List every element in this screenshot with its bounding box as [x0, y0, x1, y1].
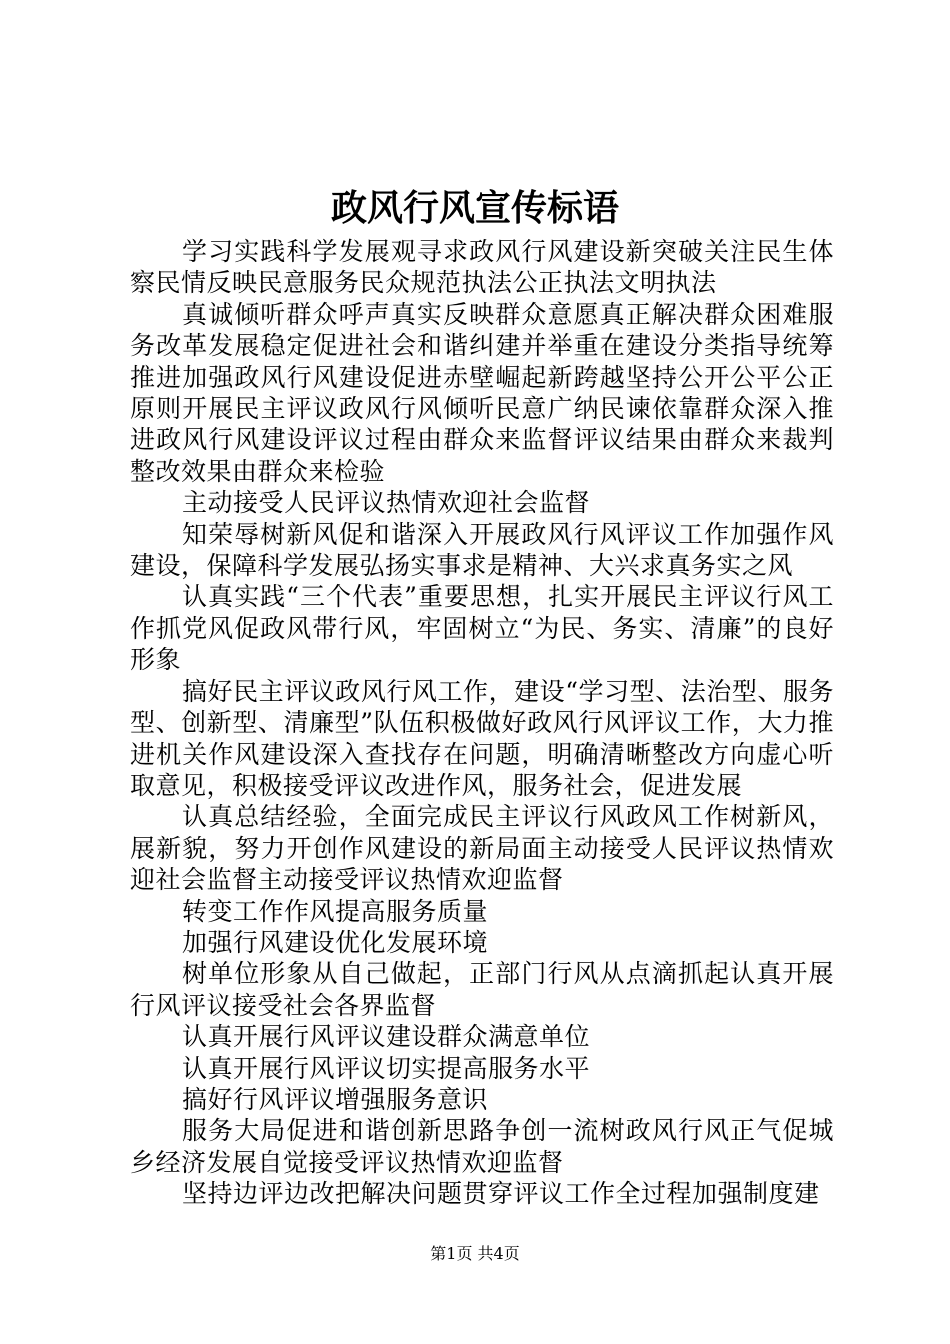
paragraph: 认真总结经验，全面完成民主评议行风政风工作树新风，展新貌，努力开创作风建设的新局面主动接受人民评议热情欢迎社会监督主动接受评议热情欢迎监督 — [130, 802, 834, 895]
paragraph: 知荣辱树新风促和谐深入开展政风行风评议工作加强作风建设，保障科学发展弘扬实事求是精神、大兴求真务实之风 — [130, 519, 834, 581]
paragraph: 服务大局促进和谐创新思路争创一流树政风行风正气促城乡经济发展自觉接受评议热情欢迎监督 — [130, 1116, 834, 1177]
paragraph: 搞好行风评议增强服务意识 — [182, 1084, 489, 1114]
paragraph: 加强行风建设优化发展环境 — [182, 927, 489, 957]
paragraph: 认真实践“三个代表”重要思想，扎实开展民主评议行风工作抓党风促政风带行风，牢固树立“为民、务实、清廉”的良好形象 — [130, 582, 834, 675]
paragraph: 转变工作作风提高服务质量 — [182, 896, 489, 926]
paragraph: 搞好民主评议政风行风工作，建设“学习型、法治型、服务型、创新型、清廉型”队伍积极做好政风行风评议工作，大力推进机关作风建设深入查找存在问题，明确清晰整改方向虚心听取意见，积极接受评议改进作风，服务社会，促进发展 — [130, 676, 834, 800]
document-title: 政风行风宣传标语 — [330, 187, 619, 229]
paragraph: 真诚倾听群众呼声真实反映群众意愿真正解决群众困难服务改革发展稳定促进社会和谐纠建并举重在建设分类指导统筹推进加强政风行风建设促进赤壁崛起新跨越坚持公开公平公正原则开展民主评议政风行风倾听民意广纳民谏依靠群众深入推进政风行风建设评议过程由群众来监督评议结果由群众来裁判整改效果由群众来检验 — [130, 299, 834, 486]
page-number-footer: 第1页 共4页 — [430, 1244, 520, 1263]
paragraph: 学习实践科学发展观寻求政风行风建设新突破关注民生体察民情反映民意服务民众规范执法公正执法文明执法 — [130, 237, 834, 298]
paragraph: 认真开展行风评议建设群众满意单位 — [182, 1022, 591, 1052]
paragraph: 主动接受人民评议热情欢迎社会监督 — [182, 488, 591, 518]
document-body — [130, 236, 834, 1210]
paragraph: 树单位形象从自己做起，正部门行风从点滴抓起认真开展行风评议接受社会各界监督 — [130, 959, 834, 1020]
paragraph: 认真开展行风评议切实提高服务水平 — [182, 1053, 591, 1083]
paragraph: 坚持边评边改把解决问题贯穿评议工作全过程加强制度建 — [182, 1179, 820, 1209]
